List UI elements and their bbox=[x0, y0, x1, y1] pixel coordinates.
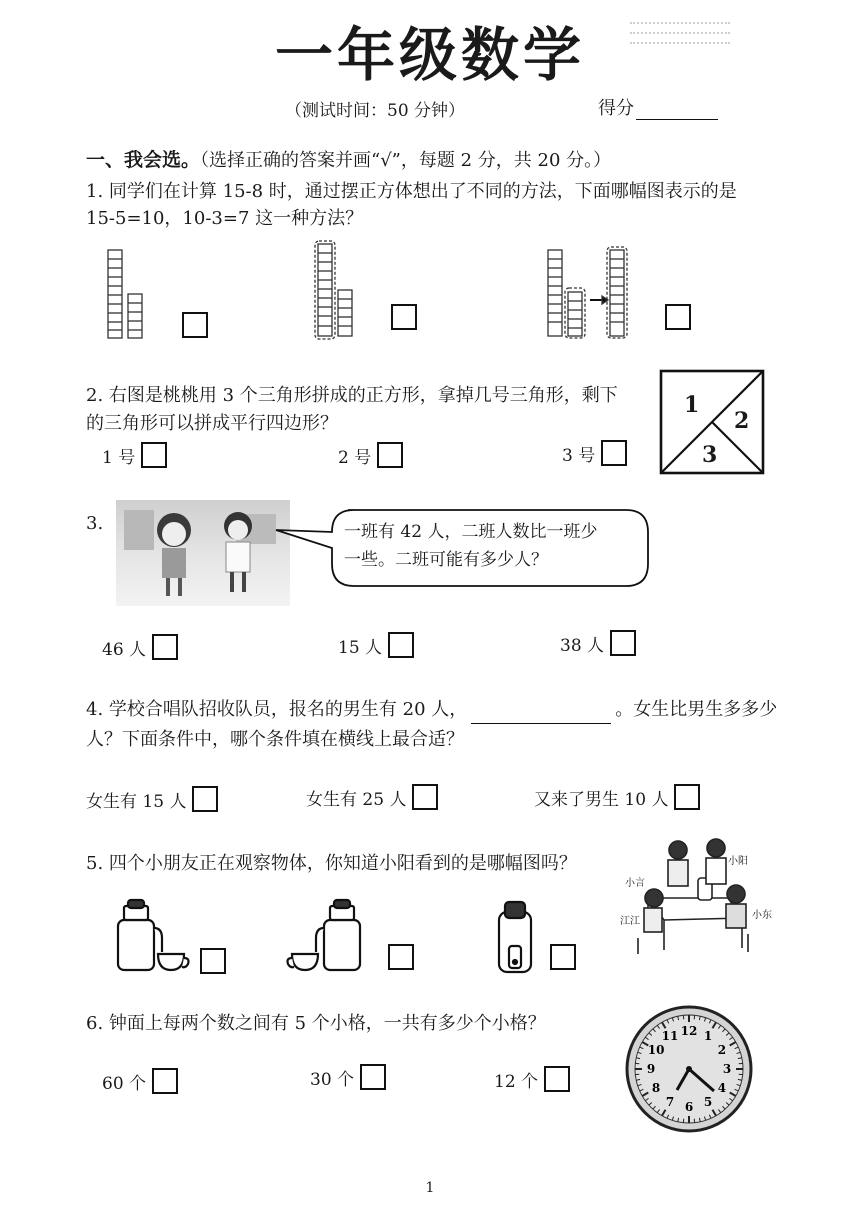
q6-option-2[interactable] bbox=[310, 1064, 386, 1090]
q5-name-xiaoyan: 小言 bbox=[625, 878, 645, 889]
q6-option-1-box[interactable] bbox=[152, 1068, 178, 1094]
page-number: 1 bbox=[425, 1180, 435, 1196]
q3-option-1-box[interactable] bbox=[152, 634, 178, 660]
q2-option-3-label: 3 号 bbox=[562, 445, 596, 466]
clock-number: 6 bbox=[684, 1100, 694, 1114]
q3-number: 3. bbox=[86, 513, 104, 534]
q1-figure-a bbox=[108, 250, 148, 340]
q6-clock-face bbox=[624, 1004, 754, 1134]
q5-text: 5. 四个小朋友正在观察物体，你知道小阳看到的是哪幅图吗？ bbox=[86, 853, 577, 874]
clock-number: 7 bbox=[665, 1094, 675, 1109]
section-title: 一、我会选。 bbox=[86, 149, 201, 171]
q2-option-3-box[interactable] bbox=[601, 440, 627, 466]
q4-text bbox=[86, 696, 777, 724]
q4-option-3[interactable] bbox=[534, 784, 700, 810]
q5-figure-c bbox=[496, 900, 536, 976]
clock-number: 2 bbox=[717, 1043, 727, 1057]
q2-text: 2. 右图是桃桃用 3 个三角形拼成的正方形，拿掉几号三角形，剩下 bbox=[86, 385, 618, 406]
q3-option-2[interactable] bbox=[338, 632, 414, 658]
q2-label-1: 1 bbox=[684, 392, 700, 418]
q5-figure-b bbox=[288, 900, 368, 974]
q4-option-1-label: 女生有 15 人 bbox=[86, 791, 187, 812]
q4-option-3-label: 又来了男生 10 人 bbox=[534, 789, 669, 810]
q6-option-3[interactable] bbox=[494, 1066, 570, 1092]
q3-option-1-label: 46 人 bbox=[102, 639, 147, 660]
q3-option-2-label: 15 人 bbox=[338, 637, 383, 658]
q6-option-2-label: 30 个 bbox=[310, 1069, 355, 1090]
clock-number: 3 bbox=[722, 1062, 732, 1076]
clock-number: 10 bbox=[647, 1043, 665, 1057]
clock-number: 12 bbox=[680, 1024, 698, 1038]
q2-option-1-label: 1 号 bbox=[102, 447, 136, 468]
q6-option-2-box[interactable] bbox=[360, 1064, 386, 1090]
q6-option-1[interactable] bbox=[102, 1068, 178, 1094]
q3-option-1[interactable] bbox=[102, 634, 178, 660]
q1-option-a-box[interactable] bbox=[182, 312, 208, 338]
q6-option-1-label: 60 个 bbox=[102, 1073, 147, 1094]
score-label: 得分 bbox=[598, 98, 634, 119]
faint-stamp bbox=[630, 16, 730, 52]
q1-option-c-box[interactable] bbox=[665, 304, 691, 330]
clock-number: 5 bbox=[703, 1094, 713, 1109]
q2-option-1[interactable] bbox=[102, 442, 167, 468]
q5-name-jiangjiang: 江江 bbox=[620, 916, 640, 927]
section-heading bbox=[86, 146, 611, 175]
q5-name-xiaoyang: 小阳 bbox=[728, 856, 748, 867]
q5-figure-a bbox=[112, 900, 192, 974]
q4-option-2-box[interactable] bbox=[412, 784, 438, 810]
clock-number: 11 bbox=[661, 1029, 679, 1044]
q4-option-2[interactable] bbox=[306, 784, 438, 810]
q2-option-1-box[interactable] bbox=[141, 442, 167, 468]
q4-option-2-label: 女生有 25 人 bbox=[306, 789, 407, 810]
q3-option-3[interactable] bbox=[560, 630, 636, 656]
time-note: （测试时间：50 分钟） bbox=[285, 101, 466, 121]
q4-fill-blank[interactable] bbox=[471, 705, 611, 724]
clock-number: 4 bbox=[717, 1081, 727, 1095]
q3-bubble-text-1: 一班有 42 人，二班人数比一班少 bbox=[344, 522, 598, 542]
q2-option-3[interactable] bbox=[562, 440, 627, 466]
q2-option-2-label: 2 号 bbox=[338, 447, 372, 468]
clock-number: 9 bbox=[646, 1062, 656, 1076]
q3-option-2-box[interactable] bbox=[388, 632, 414, 658]
q3-children-image bbox=[116, 500, 290, 606]
section-instruction: （选择正确的答案并画“√”，每题 2 分，共 20 分。） bbox=[200, 150, 612, 171]
q2-label-2: 2 bbox=[734, 408, 750, 434]
q4-text-2: 人？下面条件中，哪个条件填在横线上最合适？ bbox=[86, 729, 464, 750]
q3-option-3-box[interactable] bbox=[610, 630, 636, 656]
q2-label-3: 3 bbox=[702, 442, 718, 468]
q1-option-b-box[interactable] bbox=[391, 304, 417, 330]
q3-bubble-text-2: 一些。二班可能有多少人？ bbox=[344, 550, 548, 570]
page-title: 一年级数学 bbox=[274, 21, 585, 89]
score-blank[interactable] bbox=[636, 99, 718, 120]
q6-option-3-label: 12 个 bbox=[494, 1071, 539, 1092]
q1-figure-c bbox=[548, 250, 628, 340]
q1-text-2: 15-5=10，10-3=7 这一种方法？ bbox=[86, 208, 364, 229]
q6-option-3-box[interactable] bbox=[544, 1066, 570, 1092]
q4-option-1[interactable] bbox=[86, 786, 218, 812]
q1-text: 1. 同学们在计算 15-8 时，通过摆正方体想出了不同的方法，下面哪幅图表示的是 bbox=[86, 181, 737, 202]
clock-number: 8 bbox=[651, 1081, 661, 1095]
q4-text-a: 4. 学校合唱队招收队员，报名的男生有 20 人， bbox=[86, 699, 468, 720]
q5-name-xiaodong: 小东 bbox=[752, 910, 772, 921]
q6-text: 6. 钟面上每两个数之间有 5 个小格，一共有多少个小格？ bbox=[86, 1013, 546, 1034]
q4-text-b: 。女生比男生多多少 bbox=[615, 699, 778, 720]
q5-option-c-box[interactable] bbox=[550, 944, 576, 970]
score-field[interactable] bbox=[598, 94, 718, 120]
q3-option-3-label: 38 人 bbox=[560, 635, 605, 656]
q4-option-3-box[interactable] bbox=[674, 784, 700, 810]
q2-option-2[interactable] bbox=[338, 442, 403, 468]
q4-option-1-box[interactable] bbox=[192, 786, 218, 812]
clock-number: 1 bbox=[703, 1029, 713, 1044]
q1-figure-b bbox=[318, 244, 358, 340]
q2-option-2-box[interactable] bbox=[377, 442, 403, 468]
q5-option-a-box[interactable] bbox=[200, 948, 226, 974]
q2-text-2: 的三角形可以拼成平行四边形？ bbox=[86, 413, 338, 434]
q5-option-b-box[interactable] bbox=[388, 944, 414, 970]
